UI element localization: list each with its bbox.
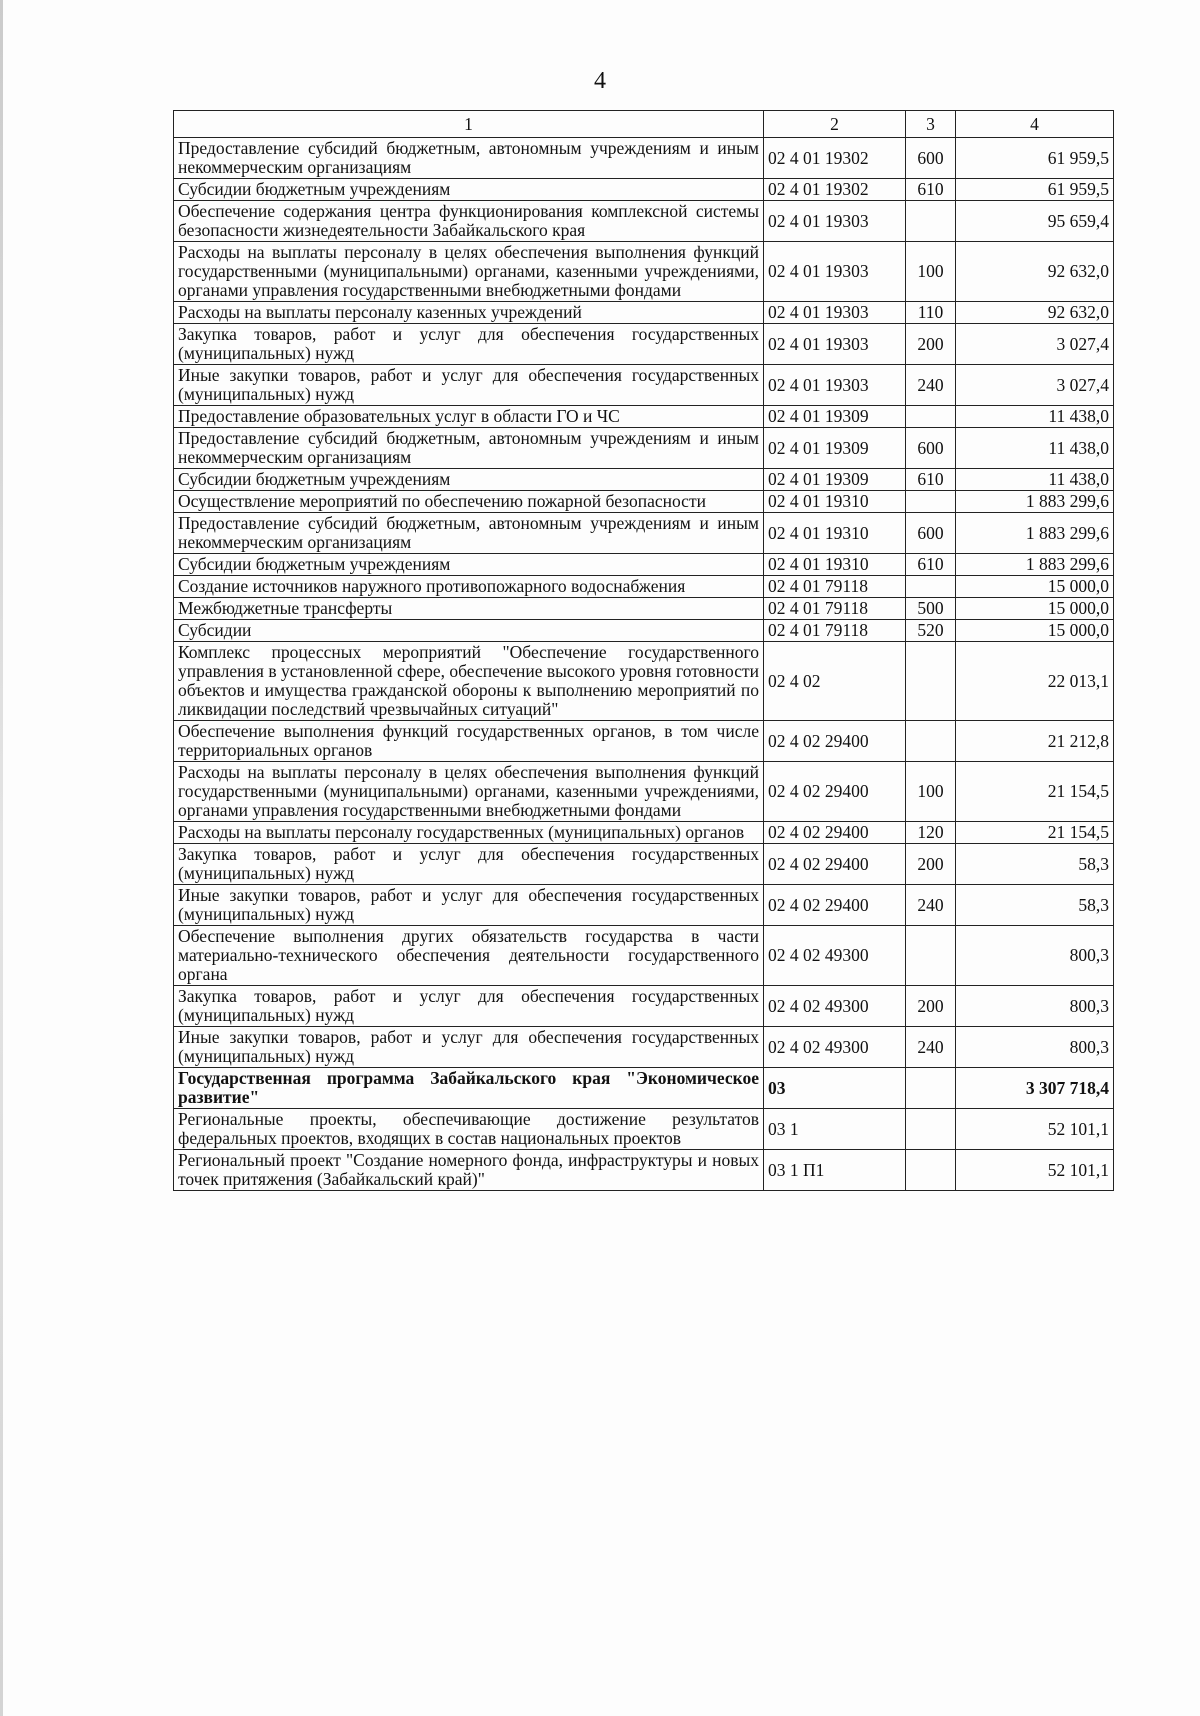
target-code-cell: 02 4 01 19310 [764,491,906,513]
target-code-cell: 02 4 02 29400 [764,885,906,926]
header-col-2: 2 [764,111,906,138]
table-row [174,242,1114,302]
expense-type-cell: 240 [906,365,956,406]
target-code-cell: 03 1 П1 [764,1150,906,1191]
amount-cell: 1 883 299,6 [956,513,1114,554]
expense-name-cell: Закупка товаров, работ и услуг для обеспечения государственных (муниципальных) нужд [174,324,764,365]
amount-cell: 58,3 [956,844,1114,885]
expense-name-cell: Государственная программа Забайкальского края "Экономическое развитие" [174,1068,764,1109]
amount-cell: 22 013,1 [956,642,1114,721]
amount-cell: 61 959,5 [956,138,1114,179]
expense-type-cell [906,721,956,762]
expense-name-cell: Расходы на выплаты персоналу в целях обеспечения выполнения функций государственными (муниципальными) органами, казенными учреждениями, органами управления государственными внебюджетными фондами [174,242,764,302]
expense-type-cell [906,642,956,721]
expense-type-cell [906,1109,956,1150]
expense-type-cell: 610 [906,554,956,576]
expense-name-cell: Региональный проект "Создание номерного фонда, инфраструктуры и новых точек притяжения (Забайкальский край)" [174,1150,764,1191]
target-code-cell: 02 4 01 19309 [764,428,906,469]
amount-cell: 3 027,4 [956,324,1114,365]
target-code-cell: 02 4 02 49300 [764,986,906,1027]
table-row [174,469,1114,491]
expense-name-cell: Закупка товаров, работ и услуг для обеспечения государственных (муниципальных) нужд [174,986,764,1027]
expense-type-cell [906,926,956,986]
target-code-cell: 02 4 01 79118 [764,576,906,598]
target-code-cell: 02 4 01 19309 [764,469,906,491]
amount-cell: 800,3 [956,986,1114,1027]
expense-type-cell: 520 [906,620,956,642]
expense-name-cell: Обеспечение выполнения функций государственных органов, в том числе территориальных органов [174,721,764,762]
expense-type-cell: 100 [906,762,956,822]
amount-cell: 1 883 299,6 [956,491,1114,513]
header-col-4: 4 [956,111,1114,138]
table-row [174,179,1114,201]
expense-name-cell: Межбюджетные трансферты [174,598,764,620]
expense-type-cell: 600 [906,428,956,469]
amount-cell: 92 632,0 [956,242,1114,302]
expense-type-cell: 110 [906,302,956,324]
target-code-cell: 02 4 01 19303 [764,242,906,302]
expense-name-cell: Комплекс процессных мероприятий "Обеспечение государственного управления в установленной сфере, обеспечение высокого уровня готовности объектов и имущества гражданской обороны к выполнению мероприятий по ликвидации последствий чрезвычайных ситуаций" [174,642,764,721]
amount-cell: 58,3 [956,885,1114,926]
table-row [174,1027,1114,1068]
amount-cell: 3 307 718,4 [956,1068,1114,1109]
table-row [174,822,1114,844]
header-col-1: 1 [174,111,764,138]
target-code-cell: 02 4 02 29400 [764,822,906,844]
expense-type-cell [906,491,956,513]
expense-type-cell [906,1068,956,1109]
amount-cell: 92 632,0 [956,302,1114,324]
table-header-row [174,111,1114,138]
amount-cell: 11 438,0 [956,406,1114,428]
target-code-cell: 02 4 02 29400 [764,721,906,762]
table-row [174,324,1114,365]
header-col-3: 3 [906,111,956,138]
table-row [174,1068,1114,1109]
expense-type-cell [906,576,956,598]
amount-cell: 21 154,5 [956,762,1114,822]
budget-table [173,110,1114,1191]
amount-cell: 52 101,1 [956,1150,1114,1191]
expense-type-cell: 200 [906,986,956,1027]
scan-edge [0,0,3,1716]
table-row [174,428,1114,469]
expense-type-cell: 240 [906,885,956,926]
expense-name-cell: Субсидии бюджетным учреждениям [174,554,764,576]
table-row [174,721,1114,762]
amount-cell: 15 000,0 [956,576,1114,598]
expense-type-cell: 120 [906,822,956,844]
amount-cell: 1 883 299,6 [956,554,1114,576]
amount-cell: 61 959,5 [956,179,1114,201]
expense-type-cell: 200 [906,324,956,365]
amount-cell: 11 438,0 [956,428,1114,469]
target-code-cell: 02 4 02 49300 [764,926,906,986]
table-row [174,642,1114,721]
expense-name-cell: Иные закупки товаров, работ и услуг для обеспечения государственных (муниципальных) нужд [174,1027,764,1068]
table-row [174,491,1114,513]
expense-name-cell: Осуществление мероприятий по обеспечению пожарной безопасности [174,491,764,513]
amount-cell: 15 000,0 [956,620,1114,642]
table-row [174,986,1114,1027]
target-code-cell: 02 4 01 19309 [764,406,906,428]
expense-name-cell: Расходы на выплаты персоналу казенных учреждений [174,302,764,324]
table-row [174,576,1114,598]
table-row [174,885,1114,926]
table-row [174,302,1114,324]
expense-name-cell: Предоставление субсидий бюджетным, автономным учреждениям и иным некоммерческим организациям [174,138,764,179]
expense-name-cell: Обеспечение содержания центра функционирования комплексной системы безопасности жизнедеятельности Забайкальского края [174,201,764,242]
target-code-cell: 02 4 01 19302 [764,179,906,201]
expense-type-cell: 500 [906,598,956,620]
expense-type-cell [906,1150,956,1191]
target-code-cell: 02 4 01 19310 [764,554,906,576]
target-code-cell: 02 4 02 29400 [764,762,906,822]
target-code-cell: 03 [764,1068,906,1109]
expense-name-cell: Создание источников наружного противопожарного водоснабжения [174,576,764,598]
target-code-cell: 02 4 01 19303 [764,365,906,406]
expense-name-cell: Субсидии бюджетным учреждениям [174,469,764,491]
amount-cell: 15 000,0 [956,598,1114,620]
expense-name-cell: Региональные проекты, обеспечивающие достижение результатов федеральных проектов, входящих в состав национальных проектов [174,1109,764,1150]
target-code-cell: 02 4 01 19303 [764,201,906,242]
expense-name-cell: Предоставление субсидий бюджетным, автономным учреждениям и иным некоммерческим организациям [174,428,764,469]
page-number: 4 [594,68,606,94]
amount-cell: 52 101,1 [956,1109,1114,1150]
table-row [174,406,1114,428]
expense-type-cell: 600 [906,138,956,179]
expense-name-cell: Субсидии [174,620,764,642]
target-code-cell: 02 4 02 49300 [764,1027,906,1068]
table-row [174,201,1114,242]
target-code-cell: 02 4 01 19302 [764,138,906,179]
table-row [174,598,1114,620]
expense-name-cell: Предоставление субсидий бюджетным, автономным учреждениям и иным некоммерческим организациям [174,513,764,554]
expense-type-cell: 100 [906,242,956,302]
expense-name-cell: Обеспечение выполнения других обязательств государства в части материально-технического обеспечения деятельности государственного органа [174,926,764,986]
amount-cell: 21 212,8 [956,721,1114,762]
expense-type-cell: 200 [906,844,956,885]
target-code-cell: 02 4 01 19303 [764,324,906,365]
amount-cell: 800,3 [956,926,1114,986]
expense-name-cell: Расходы на выплаты персоналу государственных (муниципальных) органов [174,822,764,844]
table-row [174,513,1114,554]
expense-type-cell: 600 [906,513,956,554]
expense-type-cell [906,201,956,242]
table-row [174,365,1114,406]
table-row [174,554,1114,576]
expense-type-cell: 240 [906,1027,956,1068]
table-row [174,762,1114,822]
target-code-cell: 02 4 01 19303 [764,302,906,324]
expense-type-cell [906,406,956,428]
target-code-cell: 03 1 [764,1109,906,1150]
expense-type-cell: 610 [906,179,956,201]
expense-name-cell: Предоставление образовательных услуг в области ГО и ЧС [174,406,764,428]
table-row [174,138,1114,179]
expense-type-cell: 610 [906,469,956,491]
target-code-cell: 02 4 01 79118 [764,620,906,642]
amount-cell: 3 027,4 [956,365,1114,406]
target-code-cell: 02 4 02 [764,642,906,721]
target-code-cell: 02 4 01 19310 [764,513,906,554]
expense-name-cell: Субсидии бюджетным учреждениям [174,179,764,201]
expense-name-cell: Закупка товаров, работ и услуг для обеспечения государственных (муниципальных) нужд [174,844,764,885]
table-row [174,844,1114,885]
expense-name-cell: Иные закупки товаров, работ и услуг для обеспечения государственных (муниципальных) нужд [174,885,764,926]
expense-name-cell: Расходы на выплаты персоналу в целях обеспечения выполнения функций государственными (муниципальными) органами, казенными учреждениями, органами управления государственными внебюджетными фондами [174,762,764,822]
expense-name-cell: Иные закупки товаров, работ и услуг для обеспечения государственных (муниципальных) нужд [174,365,764,406]
amount-cell: 800,3 [956,1027,1114,1068]
table-row [174,620,1114,642]
target-code-cell: 02 4 02 29400 [764,844,906,885]
table-row [174,926,1114,986]
amount-cell: 21 154,5 [956,822,1114,844]
amount-cell: 11 438,0 [956,469,1114,491]
table-row [174,1109,1114,1150]
target-code-cell: 02 4 01 79118 [764,598,906,620]
amount-cell: 95 659,4 [956,201,1114,242]
table-row [174,1150,1114,1191]
